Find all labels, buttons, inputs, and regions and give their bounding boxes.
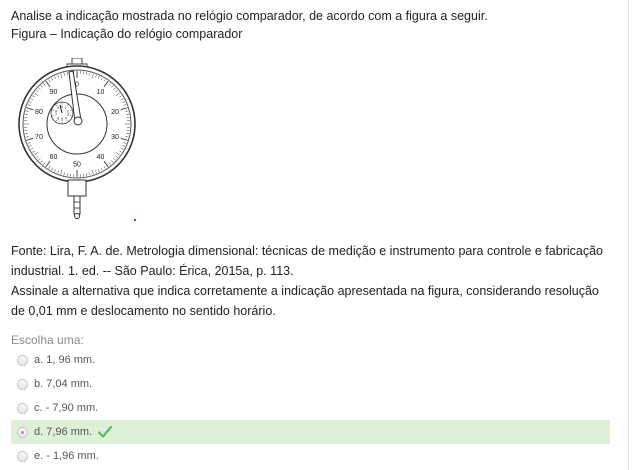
gauge-stem xyxy=(68,180,86,196)
gauge-spindle xyxy=(74,196,80,214)
revolution-counter-label: 0 xyxy=(61,105,63,109)
figure-caption: Figura – Indicação do relógio comparador xyxy=(11,27,243,41)
revolution-counter-label: 4 xyxy=(64,116,67,121)
needle-hub xyxy=(74,117,82,125)
main-dial-label: 30 xyxy=(111,133,119,141)
answer-option-e[interactable] xyxy=(11,444,610,468)
main-dial-label: 50 xyxy=(73,161,81,169)
main-dial-label: 0 xyxy=(75,81,79,89)
correct-check-icon xyxy=(98,426,112,438)
revolution-counter-label: 6 xyxy=(57,116,60,121)
answer-list xyxy=(11,348,611,468)
answer-option-d[interactable] xyxy=(11,420,610,444)
question-prompt: Assinale a alternativa que indica corretamente a indicação apresentada na figura, considerando resolução de 0,01 mm e deslocamento no sentido horário. xyxy=(11,284,599,318)
dial-gauge-figure xyxy=(13,58,143,233)
answer-option-c[interactable] xyxy=(11,396,610,420)
answer-label-c: c. - 7,90 mm. xyxy=(34,402,99,414)
main-dial-label: 90 xyxy=(49,89,58,97)
revolution-counter-label: 8 xyxy=(55,109,58,114)
question-intro: Analise a indicação mostrada no relógio comparador, de acordo com a figura a seguir. xyxy=(11,9,488,23)
main-dial-label: 40 xyxy=(96,153,105,161)
answer-option-b[interactable] xyxy=(11,372,610,396)
revolution-counter-label: 5 xyxy=(61,117,63,122)
main-dial-label: 80 xyxy=(35,109,43,117)
stray-dot xyxy=(134,219,136,221)
radio-d[interactable] xyxy=(17,427,28,438)
answer-option-a[interactable] xyxy=(11,348,610,372)
answer-label-e: e. - 1,96 mm. xyxy=(34,450,99,462)
radio-b[interactable] xyxy=(17,379,28,390)
gauge-contact-tip xyxy=(75,214,80,219)
main-dial-label: 70 xyxy=(35,133,43,141)
answer-label-a: a. 1, 96 mm. xyxy=(34,354,96,366)
gauge-top-cap xyxy=(72,58,82,64)
radio-a[interactable] xyxy=(17,355,28,366)
revolution-counter-label: 2 xyxy=(66,109,69,114)
main-dial-label: 20 xyxy=(111,109,119,117)
revolution-counter-label: 9 xyxy=(57,106,60,111)
main-dial-label: 10 xyxy=(96,89,105,97)
answer-label-d: d. 7,96 mm. xyxy=(34,426,93,438)
revolution-counter-label: 1 xyxy=(64,106,67,111)
revolution-counter-label: 7 xyxy=(55,113,58,118)
choose-label: Escolha uma: xyxy=(11,333,84,347)
figure-source: Fonte: Lira, F. A. de. Metrologia dimensional: técnicas de medição e instrumento para controle e fabricação industrial. 1. ed. -- São Paulo: Érica, 2015a, p. 113. xyxy=(11,244,603,278)
revolution-counter-label: 3 xyxy=(66,113,69,118)
radio-c[interactable] xyxy=(17,403,28,414)
main-dial-label: 60 xyxy=(49,153,58,161)
radio-e[interactable] xyxy=(17,451,28,462)
answer-label-b: b. 7,04 mm. xyxy=(34,378,93,390)
